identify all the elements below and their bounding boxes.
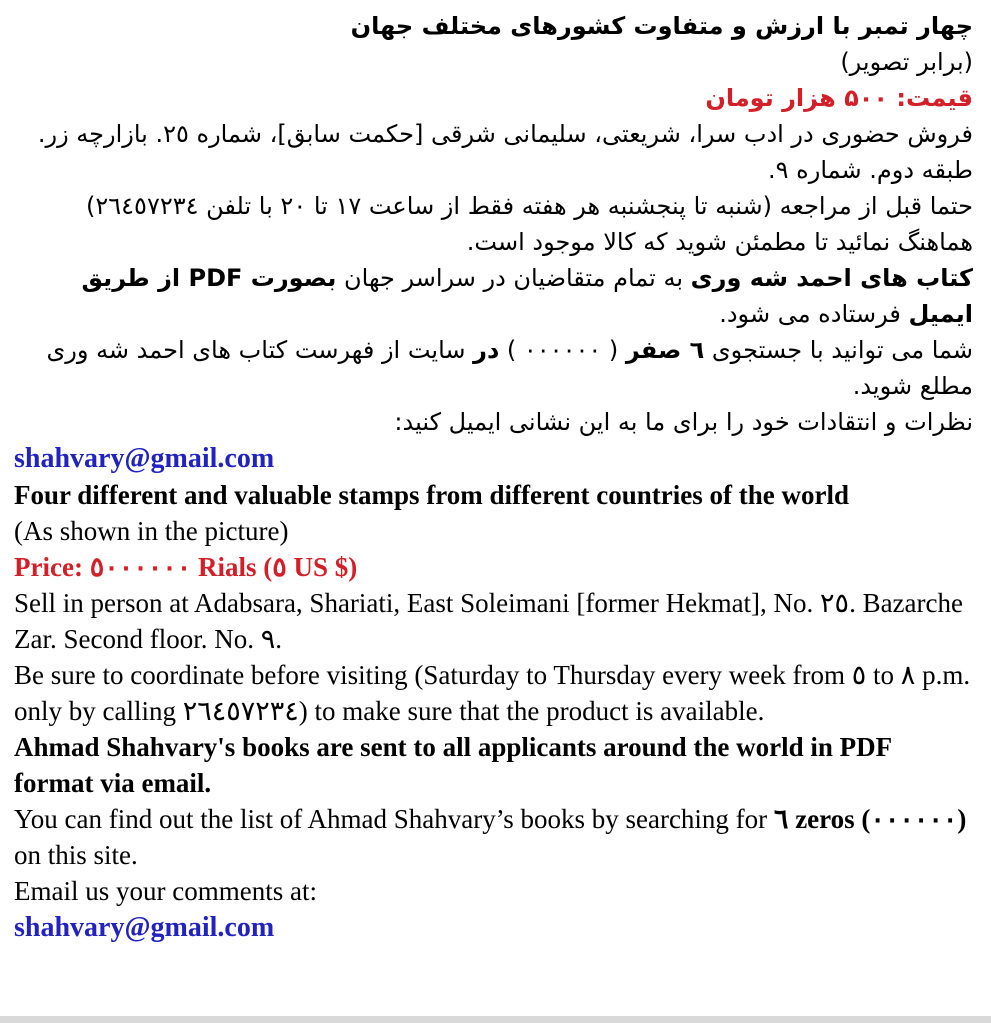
en-address: Sell in person at Adabsara, Shariati, East Soleimani [former Hekmat], No. ٢٥. Bazarche Zar. Second floor. No. ٩. (14, 588, 963, 654)
fa-search-in: در (473, 336, 500, 364)
fa-subtitle: (برابر تصویر) (840, 48, 973, 76)
fa-price-line: قیمت: ۵۰۰ هزار تومان (705, 84, 973, 112)
en-schedule: Be sure to coordinate before visiting (Saturday to Thursday every week from ٥ to ٨ p.m. only by calling ٢٦٤٥٧٢٣٤) to make sure that the product is available. (14, 660, 971, 726)
email-link-top[interactable]: shahvary@gmail.com (14, 443, 275, 474)
fa-search-line (14, 332, 973, 404)
page-bottom-edge (0, 1016, 991, 1023)
en-search-line (14, 801, 973, 873)
en-search-end: on this site. (14, 840, 138, 870)
fa-books-end: فرستاده می شود. (719, 300, 909, 328)
en-price-line: Price: ٥٠٠٠٠٠٠ Rials (٥ US $) (14, 552, 358, 582)
en-books-line: Ahmad Shahvary's books are sent to all applicants around the world in PDF format via email. (14, 732, 892, 798)
fa-title: چهار تمبر با ارزش و متفاوت کشورهای مختلف جهان (350, 12, 973, 40)
en-title: Four different and valuable stamps from different countries of the world (14, 480, 849, 510)
email-link-bottom[interactable]: shahvary@gmail.com (14, 912, 275, 943)
fa-search-zeros-label: ٦ صفر (625, 336, 705, 364)
fa-search-start: شما می توانید با جستجوی (704, 336, 973, 364)
fa-books-pdf: بصورت PDF از طریق ایمیل (81, 264, 973, 328)
fa-address: فروش حضوری در ادب سرا، شریعتی، سلیمانی شرقی [حکمت سابق]، شماره ٢٥. بازارچه زر. طبقه دوم. شماره ٩. (37, 120, 973, 184)
fa-search-zeros: ( ٠٠٠٠٠٠ ) (499, 336, 626, 364)
en-email-prompt: Email us your comments at: (14, 876, 317, 906)
fa-books-mid: به تمام متقاضیان در سراسر جهان (336, 264, 691, 292)
fa-books-line (14, 260, 973, 332)
en-search-zeros: ٦ zeros (٠٠٠٠٠٠) (773, 804, 967, 834)
fa-schedule: حتما قبل از مراجعه (شنبه تا پنجشنبه هر هفته فقط از ساعت ١٧ تا ٢٠ با تلفن ٢٦٤٥٧٢٣٤) هماهنگ نمائید تا مطمئن شوید که کالا موجود است. (86, 192, 973, 256)
en-search-start: You can find out the list of Ahmad Shahvary’s books by searching for (14, 804, 774, 834)
fa-email-prompt: نظرات و انتقادات خود را برای ما به این نشانی ایمیل کنید: (394, 408, 973, 436)
en-subtitle: (As shown in the picture) (14, 516, 289, 546)
fa-books-author: کتاب های احمد شه وری (690, 264, 973, 292)
fa-search-end: سایت از فهرست کتاب های احمد شه وری مطلع شوید. (46, 336, 973, 400)
